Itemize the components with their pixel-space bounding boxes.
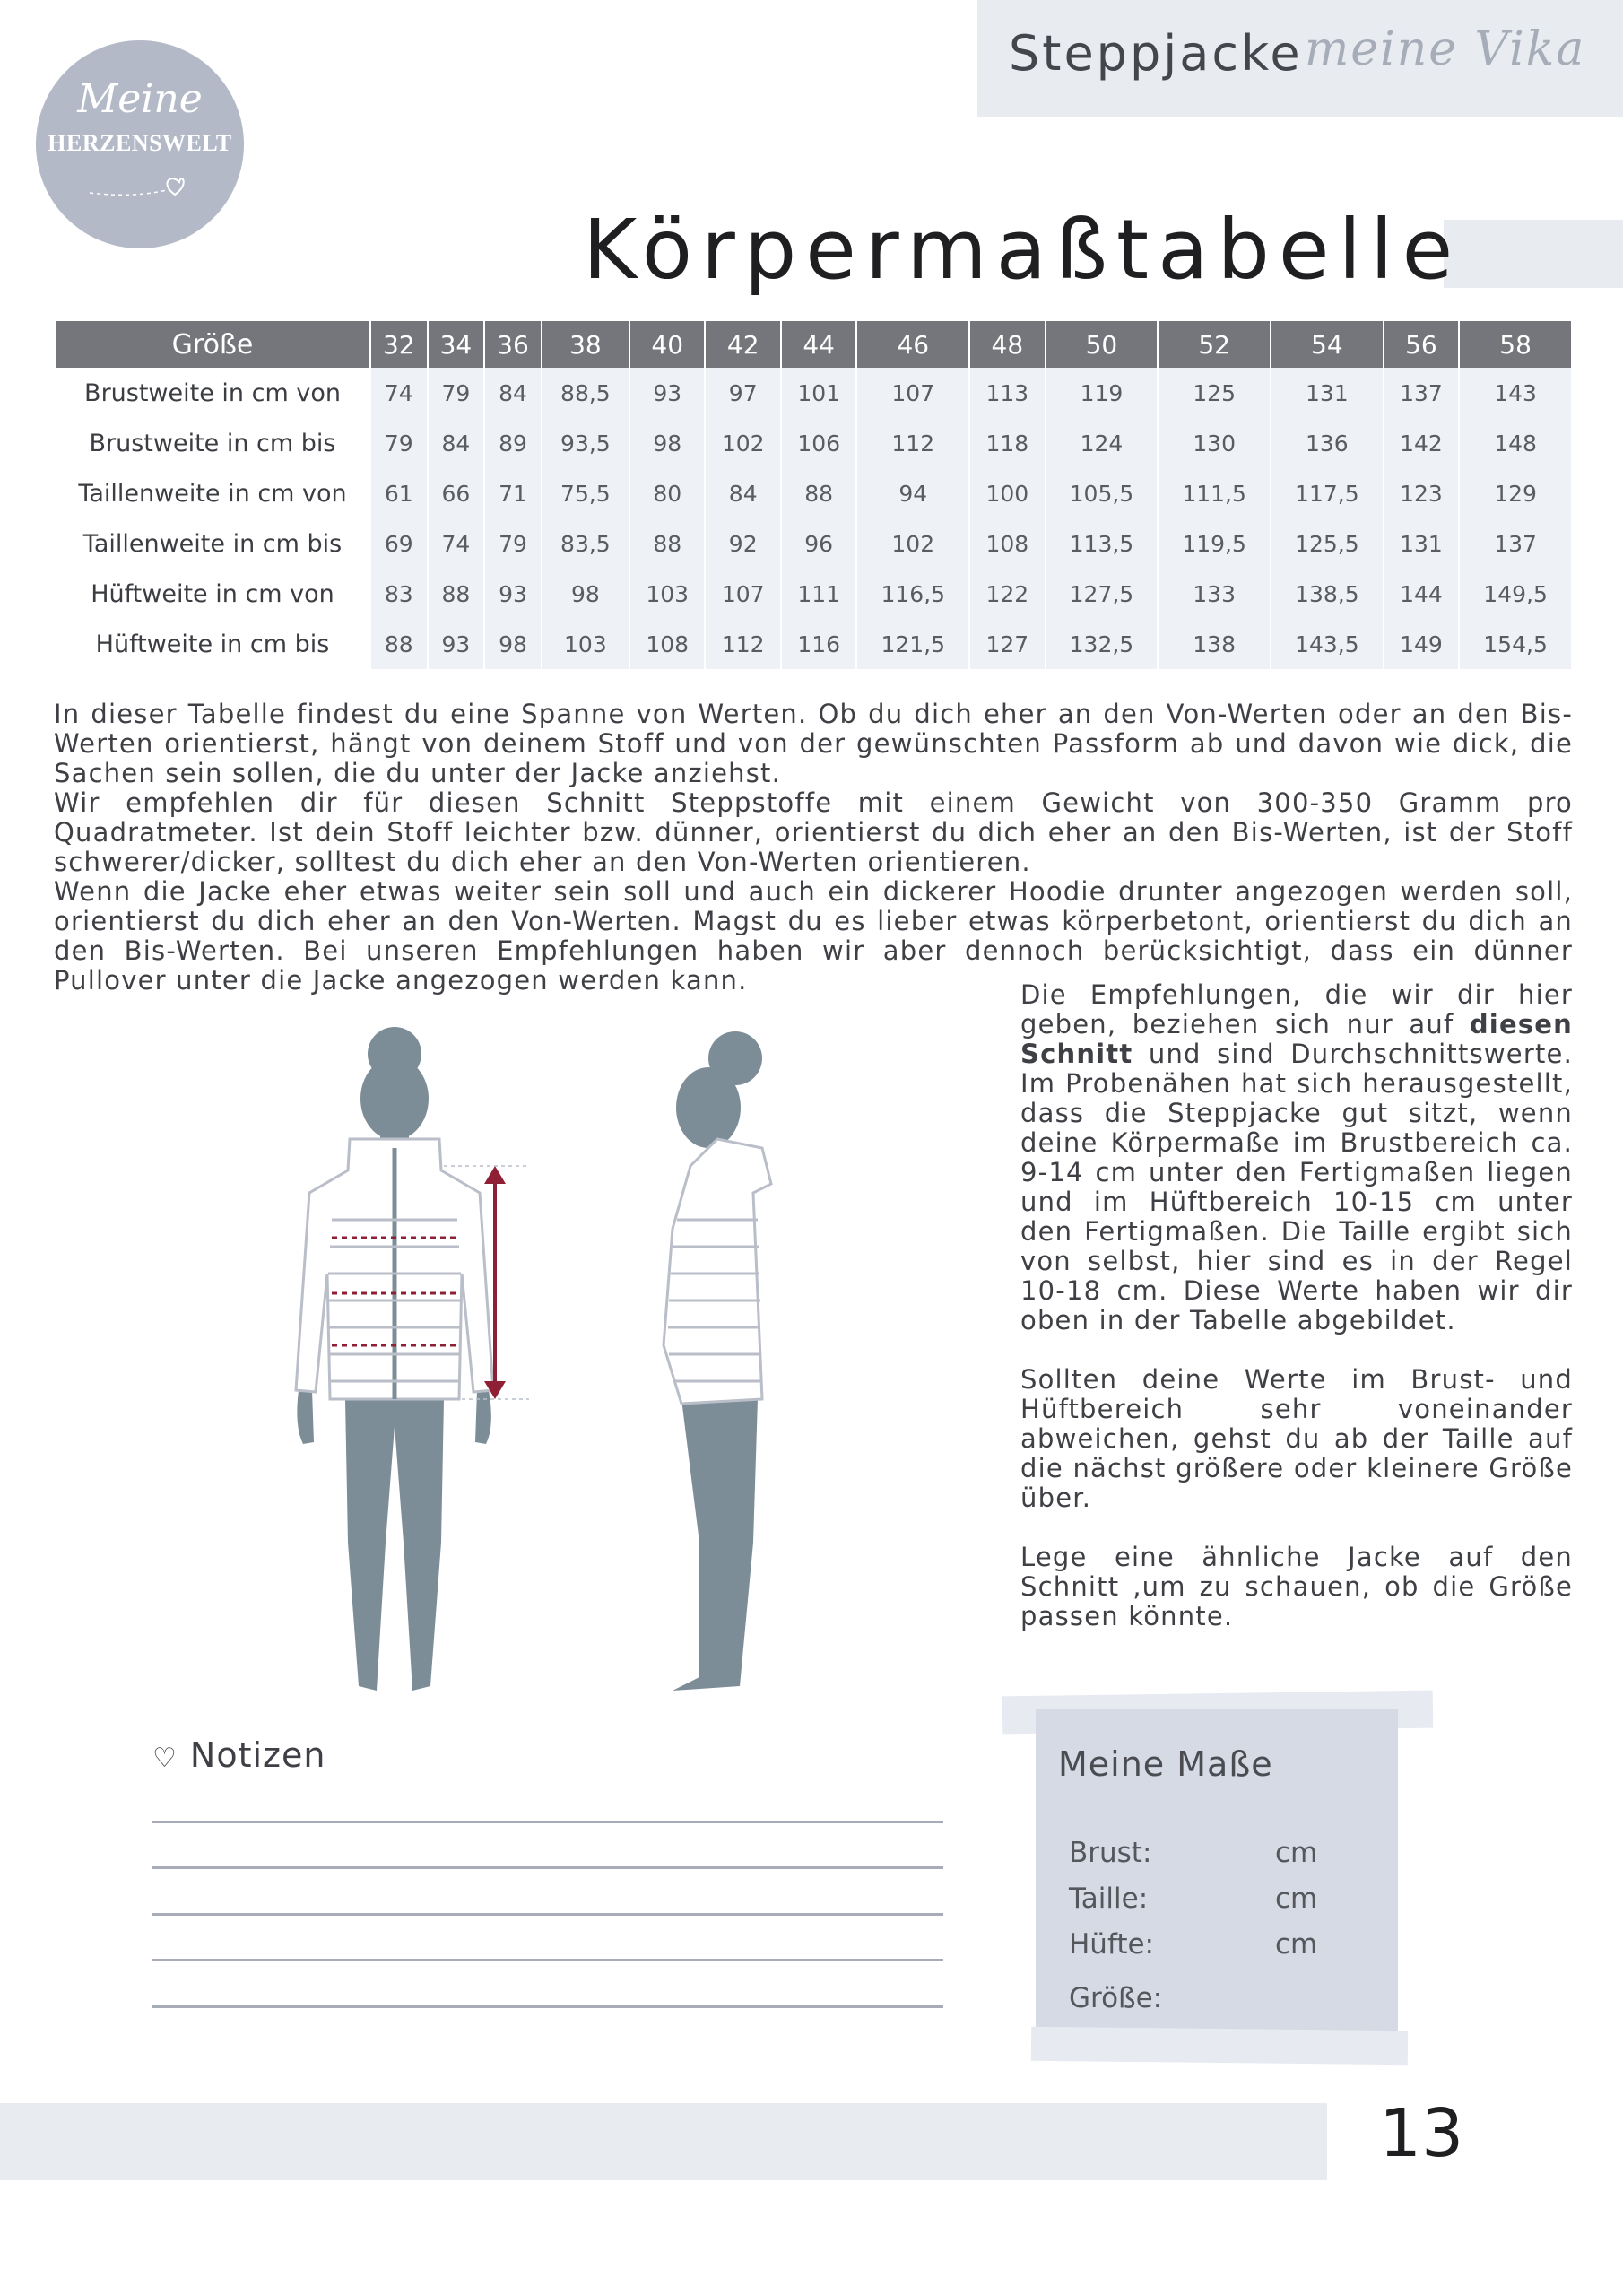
size-header: 54	[1271, 321, 1383, 368]
row-label: Hüftweite in cm bis	[56, 619, 369, 669]
measure-unit: cm	[1275, 1837, 1318, 1869]
advice-text: und sind Durchschnittswerte. Im Probenähen hat sich herausgestellt, dass die Steppjacke gut sitzt, wenn deine Körpermaße im Brustbereich ca. 9-14 cm unter den Fertigmaßen liegen und im Hüftbereich 10-15 cm unter den Fertigmaßen. Die Taille ergibt sich von selbst, hier sind es in der Regel 10-18 cm. Diese Werte haben wir dir oben in der Tabelle abgebildet.	[1020, 1039, 1573, 1335]
front-jacket	[296, 1139, 493, 1399]
intro-paragraph: Wir empfehlen dir für diesen Schnitt Steppstoffe mit einem Gewicht von 300-350 Gramm pro Quadratmeter. Ist dein Stoff leichter bzw. dünner, orientierst du dich eher an den Bis-Werten, ist der Stoff schwerer/dicker, solltest du dich eher an den Von-Werten orientieren.	[54, 787, 1573, 877]
size-header: 56	[1384, 321, 1458, 368]
size-header: 32	[371, 321, 427, 368]
size-header: 58	[1460, 321, 1571, 368]
measurement-cell: 93	[630, 368, 704, 418]
heart-icon	[36, 164, 244, 218]
logo-script-text: Meine	[77, 76, 203, 122]
measurement-cell: 148	[1460, 418, 1571, 468]
measurement-cell: 88	[371, 619, 427, 669]
measurement-cell: 79	[485, 518, 541, 569]
measurement-row	[56, 569, 1571, 619]
measurement-cell: 80	[630, 468, 704, 518]
measurement-cell: 144	[1384, 569, 1458, 619]
measurement-cell: 69	[371, 518, 427, 569]
measurement-cell: 83,5	[542, 518, 629, 569]
measurement-cell: 79	[371, 418, 427, 468]
intro-paragraph: Wenn die Jacke eher etwas weiter sein soll und auch ein dickerer Hoodie drunter angezogen werden soll, orientierst du dich eher an den Von-Werten. Magst du es lieber etwas körperbetont, orientierst du dich an den Bis-Werten. Bei unseren Empfehlungen haben wir aber dennoch berücksichtigt, dass ein dünner Pullover unter die Jacke angezogen werden kann.	[54, 876, 1573, 996]
measurement-cell: 83	[371, 569, 427, 619]
measurement-cell: 138	[1159, 619, 1270, 669]
measurement-cell: 121,5	[857, 619, 968, 669]
measurement-cell: 98	[485, 619, 541, 669]
measurement-cell: 88,5	[542, 368, 629, 418]
measurement-row	[56, 468, 1571, 518]
note-line[interactable]	[152, 1913, 943, 1916]
measure-unit: cm	[1275, 1928, 1318, 1961]
side-jacket	[664, 1139, 771, 1404]
measurement-cell: 93	[429, 619, 484, 669]
measurement-cell: 136	[1271, 418, 1383, 468]
fit-advice-text	[1020, 980, 1573, 1661]
measurement-cell: 108	[970, 518, 1044, 569]
notes-title-text: Notizen	[189, 1735, 326, 1775]
measurement-cell: 118	[970, 418, 1044, 468]
header-title: Steppjacke	[1009, 25, 1303, 82]
measurement-cell: 125,5	[1271, 518, 1383, 569]
measurement-cell: 154,5	[1460, 619, 1571, 669]
measurement-cell: 107	[857, 368, 968, 418]
measurement-cell: 105,5	[1046, 468, 1158, 518]
advice-paragraph: Sollten deine Werte im Brust- und Hüftbereich sehr voneinander abweichen, gehst du ab der Taille auf die nächst größere oder kleinere Größe über.	[1020, 1364, 1573, 1513]
intro-text	[54, 700, 1573, 996]
row-label: Brustweite in cm bis	[56, 418, 369, 468]
size-table	[54, 321, 1573, 669]
measurement-cell: 111	[782, 569, 855, 619]
measurement-cell: 112	[857, 418, 968, 468]
measurement-cell: 101	[782, 368, 855, 418]
measurement-cell: 74	[371, 368, 427, 418]
note-line[interactable]	[152, 2005, 943, 2008]
measurement-cell: 125	[1159, 368, 1270, 418]
measurement-cell: 102	[857, 518, 968, 569]
measurement-cell: 130	[1159, 418, 1270, 468]
measurement-cell: 107	[706, 569, 779, 619]
measurement-cell: 133	[1159, 569, 1270, 619]
size-corner-label: Größe	[56, 321, 369, 368]
measure-label-waist: Taille:	[1069, 1883, 1149, 1915]
measurement-cell: 137	[1384, 368, 1458, 418]
measurement-cell: 127	[970, 619, 1044, 669]
measurement-cell: 98	[630, 418, 704, 468]
measure-label-chest: Brust:	[1069, 1837, 1152, 1869]
measurement-cell: 93,5	[542, 418, 629, 468]
measurement-cell: 74	[429, 518, 484, 569]
advice-paragraph	[1020, 980, 1573, 1335]
measurement-cell: 84	[429, 418, 484, 468]
size-header: 38	[542, 321, 629, 368]
size-header: 48	[970, 321, 1044, 368]
measurement-cell: 138,5	[1271, 569, 1383, 619]
measurement-cell: 117,5	[1271, 468, 1383, 518]
measurement-cell: 111,5	[1159, 468, 1270, 518]
measurement-cell: 103	[630, 569, 704, 619]
size-header: 52	[1159, 321, 1270, 368]
measurement-cell: 92	[706, 518, 779, 569]
measurement-cell: 123	[1384, 468, 1458, 518]
row-label: Brustweite in cm von	[56, 368, 369, 418]
note-line[interactable]	[152, 1866, 943, 1869]
size-header: 44	[782, 321, 855, 368]
size-header: 40	[630, 321, 704, 368]
measurement-cell: 119,5	[1159, 518, 1270, 569]
measure-unit: cm	[1275, 1883, 1318, 1915]
measurement-cell: 66	[429, 468, 484, 518]
measurement-cell: 119	[1046, 368, 1158, 418]
measurement-cell: 116	[782, 619, 855, 669]
measurement-cell: 100	[970, 468, 1044, 518]
advice-emphasis: diesen Schnitt	[1020, 1009, 1573, 1069]
size-header-row	[56, 321, 1571, 368]
row-label: Taillenweite in cm bis	[56, 518, 369, 569]
measurement-cell: 88	[782, 468, 855, 518]
measurement-cell: 93	[485, 569, 541, 619]
advice-text: Die Empfehlungen, die wir dir hier geben, beziehen sich nur auf	[1020, 979, 1573, 1039]
heart-icon: ♡	[152, 1743, 178, 1774]
measurement-row	[56, 418, 1571, 468]
measure-label-hip: Hüfte:	[1069, 1928, 1154, 1961]
measurement-cell: 143,5	[1271, 619, 1383, 669]
measurement-cell: 106	[782, 418, 855, 468]
logo-name-text: HERZENSWELT	[48, 130, 232, 156]
measure-label-size: Größe:	[1069, 1982, 1163, 2014]
measurement-cell: 113,5	[1046, 518, 1158, 569]
measurement-cell: 149	[1384, 619, 1458, 669]
page-title: Körpermaßtabelle	[583, 202, 1462, 298]
measurement-cell: 116,5	[857, 569, 968, 619]
measurement-cell: 131	[1271, 368, 1383, 418]
measurement-cell: 108	[630, 619, 704, 669]
brand-logo-text: meine Vika	[1305, 22, 1586, 76]
measurement-cell: 94	[857, 468, 968, 518]
measurement-cell: 137	[1460, 518, 1571, 569]
size-header: 42	[706, 321, 779, 368]
size-header: 50	[1046, 321, 1158, 368]
measurement-cell: 97	[706, 368, 779, 418]
measurement-cell: 98	[542, 569, 629, 619]
intro-paragraph: In dieser Tabelle findest du eine Spanne von Werten. Ob du dich eher an den Von-Werten oder an den Bis-Werten orientierst, hängt von deinem Stoff und von der gewünschten Passform ab und davon wie dick, die Sachen sein sollen, die du unter der Jacke anziehst.	[54, 699, 1573, 788]
measurement-cell: 84	[485, 368, 541, 418]
measurement-row	[56, 619, 1571, 669]
jacket-figures-illustration	[269, 1004, 897, 1713]
measurement-cell: 88	[429, 569, 484, 619]
measurement-cell: 122	[970, 569, 1044, 619]
measurement-row	[56, 368, 1571, 418]
measurement-cell: 129	[1460, 468, 1571, 518]
measurement-cell: 102	[706, 418, 779, 468]
size-header: 36	[485, 321, 541, 368]
note-line[interactable]	[152, 1959, 943, 1961]
measurement-cell: 127,5	[1046, 569, 1158, 619]
row-label: Taillenweite in cm von	[56, 468, 369, 518]
measurement-cell: 149,5	[1460, 569, 1571, 619]
measurement-cell: 142	[1384, 418, 1458, 468]
brand-logo	[36, 40, 244, 248]
measurement-cell: 131	[1384, 518, 1458, 569]
measurement-cell: 112	[706, 619, 779, 669]
measurement-cell: 88	[630, 518, 704, 569]
size-header: 46	[857, 321, 968, 368]
page-number: 13	[1379, 2095, 1464, 2172]
row-label: Hüftweite in cm von	[56, 569, 369, 619]
footer-band	[0, 2103, 1327, 2180]
measurement-cell: 75,5	[542, 468, 629, 518]
notes-title	[152, 1735, 325, 1775]
measurement-cell: 132,5	[1046, 619, 1158, 669]
measurement-cell: 143	[1460, 368, 1571, 418]
measurement-cell: 89	[485, 418, 541, 468]
my-measures-title: Meine Maße	[1058, 1744, 1273, 1784]
measurement-cell: 61	[371, 468, 427, 518]
size-header: 34	[429, 321, 484, 368]
measurement-cell: 124	[1046, 418, 1158, 468]
measurement-cell: 96	[782, 518, 855, 569]
measurement-cell: 71	[485, 468, 541, 518]
measurement-row	[56, 518, 1571, 569]
title-band	[1444, 220, 1623, 288]
measurement-cell: 79	[429, 368, 484, 418]
note-line[interactable]	[152, 1821, 943, 1823]
measurement-cell: 84	[706, 468, 779, 518]
measurement-cell: 113	[970, 368, 1044, 418]
advice-paragraph: Lege eine ähnliche Jacke auf den Schnitt ,um zu schauen, ob die Größe passen könnte.	[1020, 1542, 1573, 1631]
measurement-cell: 103	[542, 619, 629, 669]
tape-strip	[1031, 2027, 1408, 2065]
